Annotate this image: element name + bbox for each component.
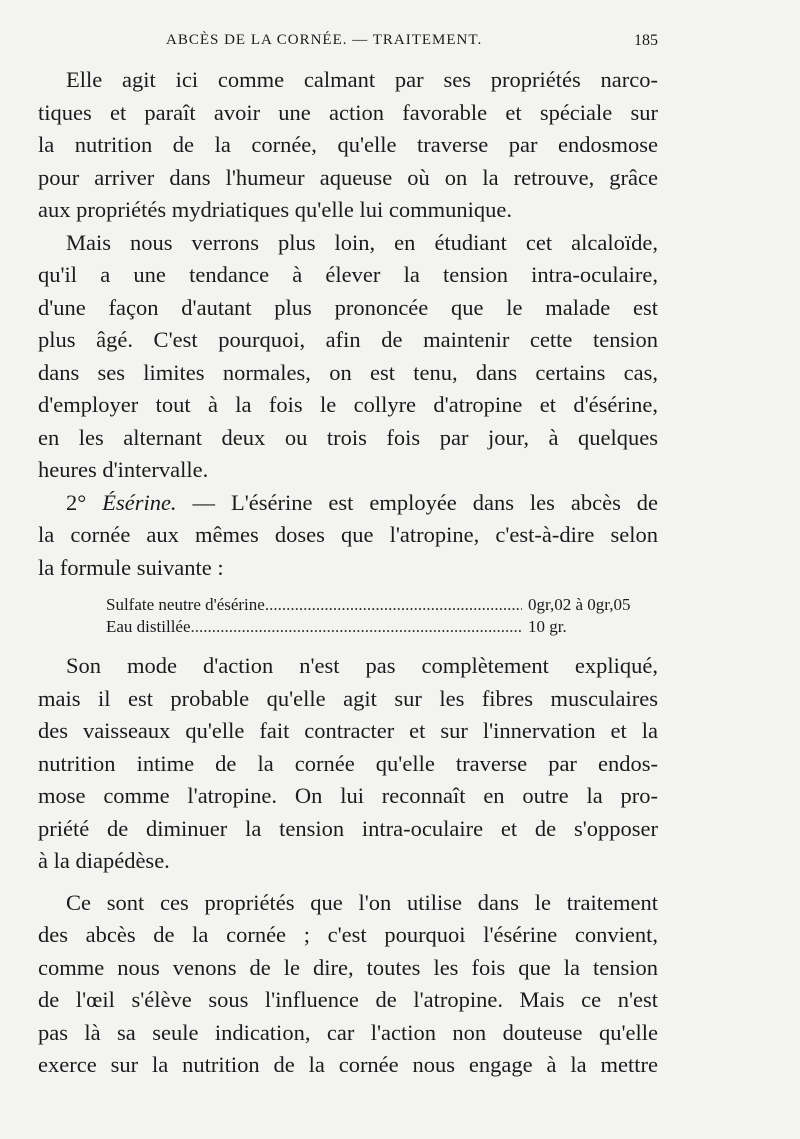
paragraph-3 xyxy=(38,487,658,585)
formula-block xyxy=(106,594,656,638)
text-line: la nutrition de la cornée, qu'elle traverse par endosmose xyxy=(38,132,658,157)
text-line: comme nous venons de le dire, toutes les fois que la tension xyxy=(38,954,658,980)
page-number: 185 xyxy=(634,32,658,49)
text-line: qu'il a une tendance à élever la tension intra-oculaire, xyxy=(38,262,658,287)
text-line: des vaisseaux qu'elle fait contracter et sur l'innervation et la xyxy=(38,718,658,743)
text-line: d'employer tout à la fois le collyre d'atropine et d'ésérine, xyxy=(38,392,658,417)
text-line: plus âgé. C'est pourquoi, afin de maintenir cette tension xyxy=(38,327,658,352)
section-term: Ésérine. xyxy=(102,489,177,515)
text-line: nutrition intime de la cornée qu'elle traverse par endos- xyxy=(38,750,658,776)
text-line: la formule suivante : xyxy=(38,554,224,580)
text-line: en les alternant deux ou trois fois par jour, à quelques xyxy=(38,424,658,450)
text-line xyxy=(38,487,658,520)
formula-quantity: 10 gr. xyxy=(528,617,567,636)
paragraph-2 xyxy=(38,227,658,487)
text-line: Ce sont ces propriétés que l'on utilise dans le traitement xyxy=(66,889,658,915)
leader-dots xyxy=(265,594,522,616)
text-line: d'une façon d'autant plus prononcée que le malade est xyxy=(38,294,658,320)
paragraph-4 xyxy=(38,650,658,878)
text-line: Mais nous verrons plus loin, en étudiant cet alcaloïde, xyxy=(66,229,658,255)
text-line: aux propriétés mydriatiques qu'elle lui communique. xyxy=(38,197,512,222)
formula-ingredient: Eau distillée xyxy=(106,617,191,636)
page-header xyxy=(38,30,658,58)
text-line: tiques et paraît avoir une action favorable et spéciale sur xyxy=(38,99,658,125)
running-title: ABCÈS DE LA CORNÉE. — TRAITEMENT. xyxy=(166,32,483,48)
text-line: exerce sur la nutrition de la cornée nous engage à la mettre xyxy=(38,1052,658,1077)
section-intro: — L'ésérine est employée dans les abcès de xyxy=(176,489,659,515)
formula-quantity: 0gr,02 à 0gr,05 xyxy=(528,595,631,614)
formula-row xyxy=(106,594,656,616)
paragraph-5 xyxy=(38,887,658,1082)
formula-ingredient: Sulfate neutre d'ésérine xyxy=(106,595,265,614)
text-line: dans ses limites normales, on est tenu, dans certains cas, xyxy=(38,359,658,385)
body-text xyxy=(38,64,658,1082)
text-line: pour arriver dans l'humeur aqueuse où on la retrouve, grâce xyxy=(38,164,658,190)
text-line: Son mode d'action n'est pas complètement expliqué, xyxy=(66,653,658,678)
text-line: à la diapédèse. xyxy=(38,848,170,873)
text-line: la cornée aux mêmes doses que l'atropine, c'est-à-dire selon xyxy=(38,522,658,547)
paragraph-1 xyxy=(38,64,658,227)
text-line: mais il est probable qu'elle agit sur les fibres musculaires xyxy=(38,685,658,711)
text-line: mose comme l'atropine. On lui reconnaît en outre la pro- xyxy=(38,783,658,808)
text-line: heures d'intervalle. xyxy=(38,457,209,482)
text-line: des abcès de la cornée ; c'est pourquoi l'ésérine convient, xyxy=(38,922,658,947)
formula-row xyxy=(106,616,656,638)
text-line: de l'œil s'élève sous l'influence de l'atropine. Mais ce n'est xyxy=(38,987,658,1012)
section-number: 2° xyxy=(66,489,87,515)
text-line: priété de diminuer la tension intra-oculaire et de s'opposer xyxy=(38,815,658,841)
leader-dots xyxy=(191,616,522,638)
text-line: pas là sa seule indication, car l'action non douteuse qu'elle xyxy=(38,1019,658,1045)
text-line: Elle agit ici comme calmant par ses propriétés narco- xyxy=(66,67,658,92)
